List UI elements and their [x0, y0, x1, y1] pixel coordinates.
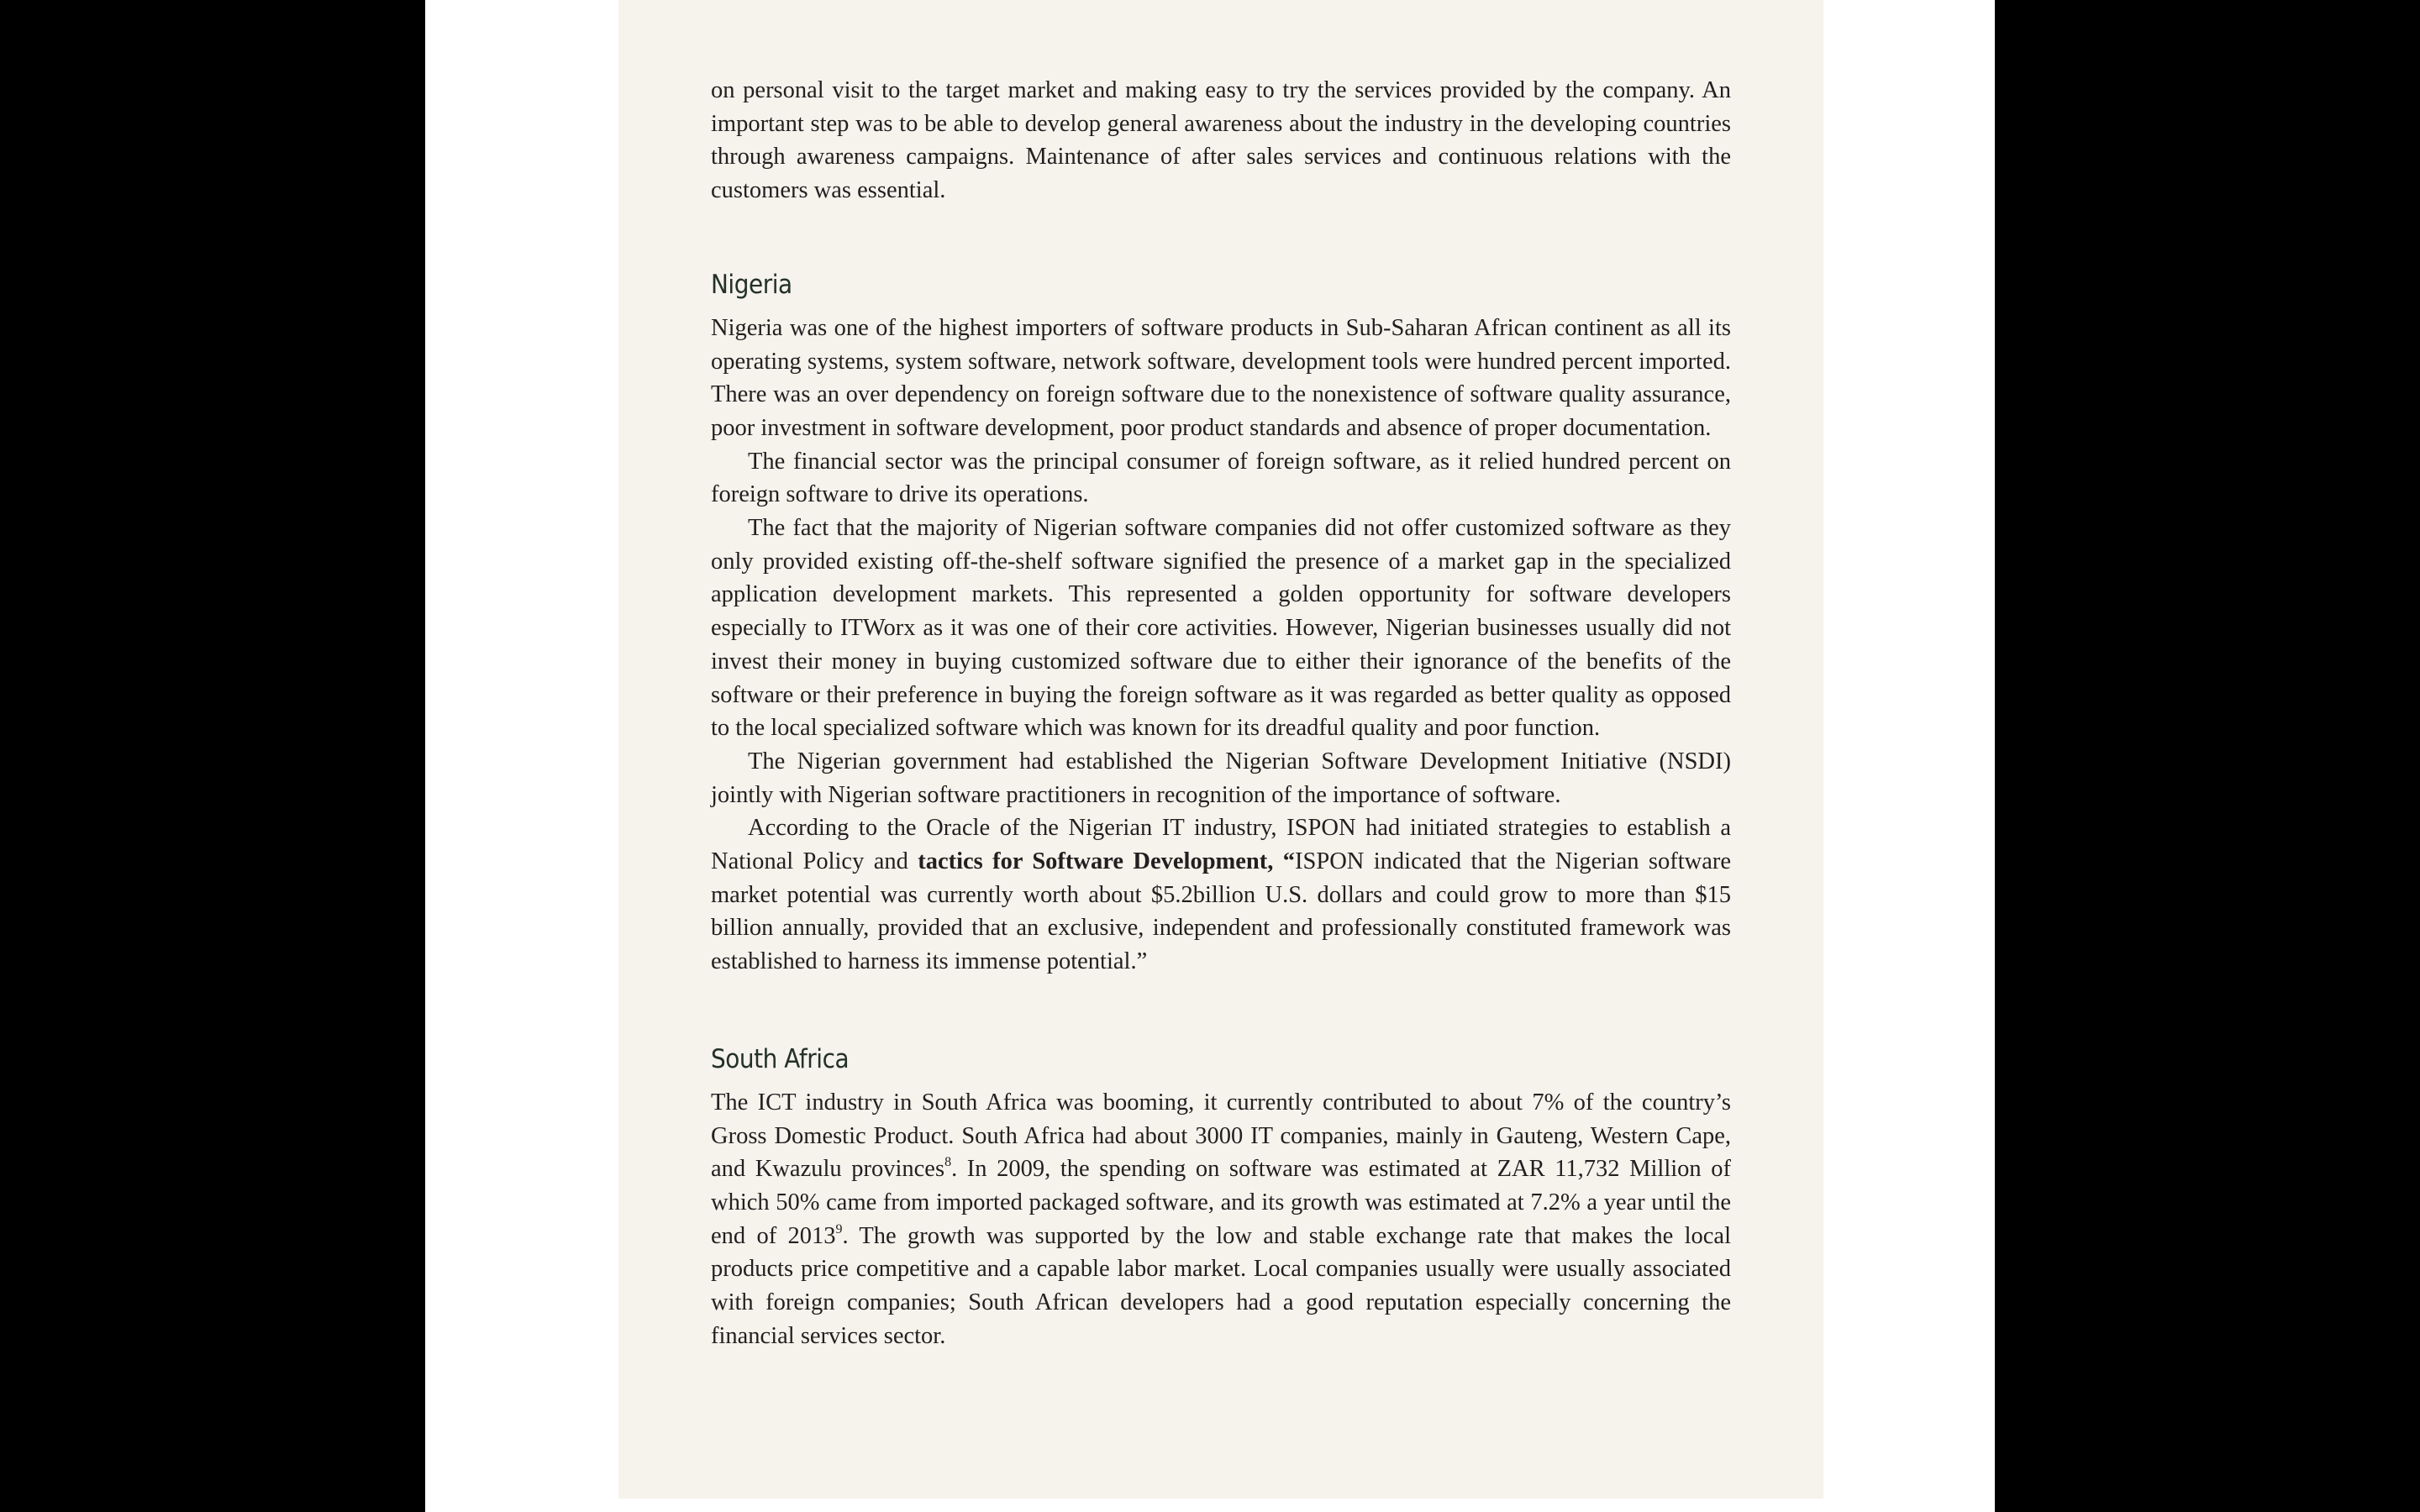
- south-africa-paragraph: [711, 1086, 1731, 1353]
- nigeria-paragraph-3: The fact that the majority of Nigerian software companies did not offer customized software as they only provided existing off-the-shelf software signified the presence of a market gap in the specialized application development markets. This represented a golden opportunity for software developers especially to ITWorx as it was one of their core activities. However, Nigerian businesses usually did not invest their money in buying customized software due to either their ignorance of the benefits of the software or their preference in buying the foreign software as it was regarded as better quality as opposed to the local specialized software which was known for its dreadful quality and poor function.: [711, 515, 1731, 742]
- case-panel: [618, 0, 1823, 1499]
- sa-text-c: . The growth was supported by the low and stable exchange rate that makes the local products price competitive and a capable labor market. Local companies usually were usually associated with foreign companies; South African developers had a good reputation especially concerning the financial services sector.: [711, 1222, 1731, 1349]
- footnote-ref-8: 8: [944, 1155, 952, 1170]
- intro-paragraph: on personal visit to the target market and making easy to try the services provided by the company. An important step was to be able to develop general awareness about the industry in the developing countries through awareness campaigns. Maintenance of after sales services and continuous relations with the customers was essential.: [711, 77, 1731, 204]
- section-heading-nigeria: Nigeria: [711, 269, 792, 300]
- document-page: [425, 0, 1995, 1512]
- page-content: [711, 74, 1731, 1353]
- nigeria-paragraph-1: Nigeria was one of the highest importers of software products in Sub-Saharan African continent as all its operating systems, system software, network software, development tools were hundred percent imported. There was an over dependency on foreign software due to the nonexistence of software quality assurance, poor investment in software development, poor product standards and absence of proper documentation.: [711, 314, 1731, 441]
- sa-text-b: . In 2009, the spending on software was estimated at ZAR 11,732 Million of which 50% came from imported packaged software, and its growth was estimated at 7.2% a year until the end of 2013: [711, 1156, 1731, 1249]
- section-heading-south-africa: South Africa: [711, 1043, 850, 1074]
- nigeria-paragraph-2: The financial sector was the principal consumer of foreign software, as it relied hundred percent on foreign software to drive its operations.: [711, 448, 1731, 508]
- nigeria-p5-text-a: According to the Oracle of the Nigerian IT industry, ISPON had initiated strategies to establish a National Policy and: [711, 815, 1731, 875]
- nigeria-p5-bold: tactics for Software Development, “: [918, 848, 1296, 875]
- footnote-ref-9: 9: [835, 1221, 843, 1236]
- nigeria-paragraph-5: [711, 811, 1731, 979]
- nigeria-p5-text-b: ISPON indicated that the Nigerian software market potential was currently worth about $5.2billion U.S. dollars and could grow to more than $15 billion annually, provided that an exclusive, independent and professionally constituted framework was established to harness its immense potential.”: [711, 848, 1731, 975]
- sa-text-a: The ICT industry in South Africa was booming, it currently contributed to about 7% of the country’s Gross Domestic Product. South Africa had about 3000 IT companies, mainly in Gauteng, Western Cape, and Kwazulu provinces: [711, 1089, 1731, 1183]
- nigeria-paragraph-4: The Nigerian government had established the Nigerian Software Development Initiative (NSDI) jointly with Nigerian software practitioners in recognition of the importance of software.: [711, 748, 1731, 808]
